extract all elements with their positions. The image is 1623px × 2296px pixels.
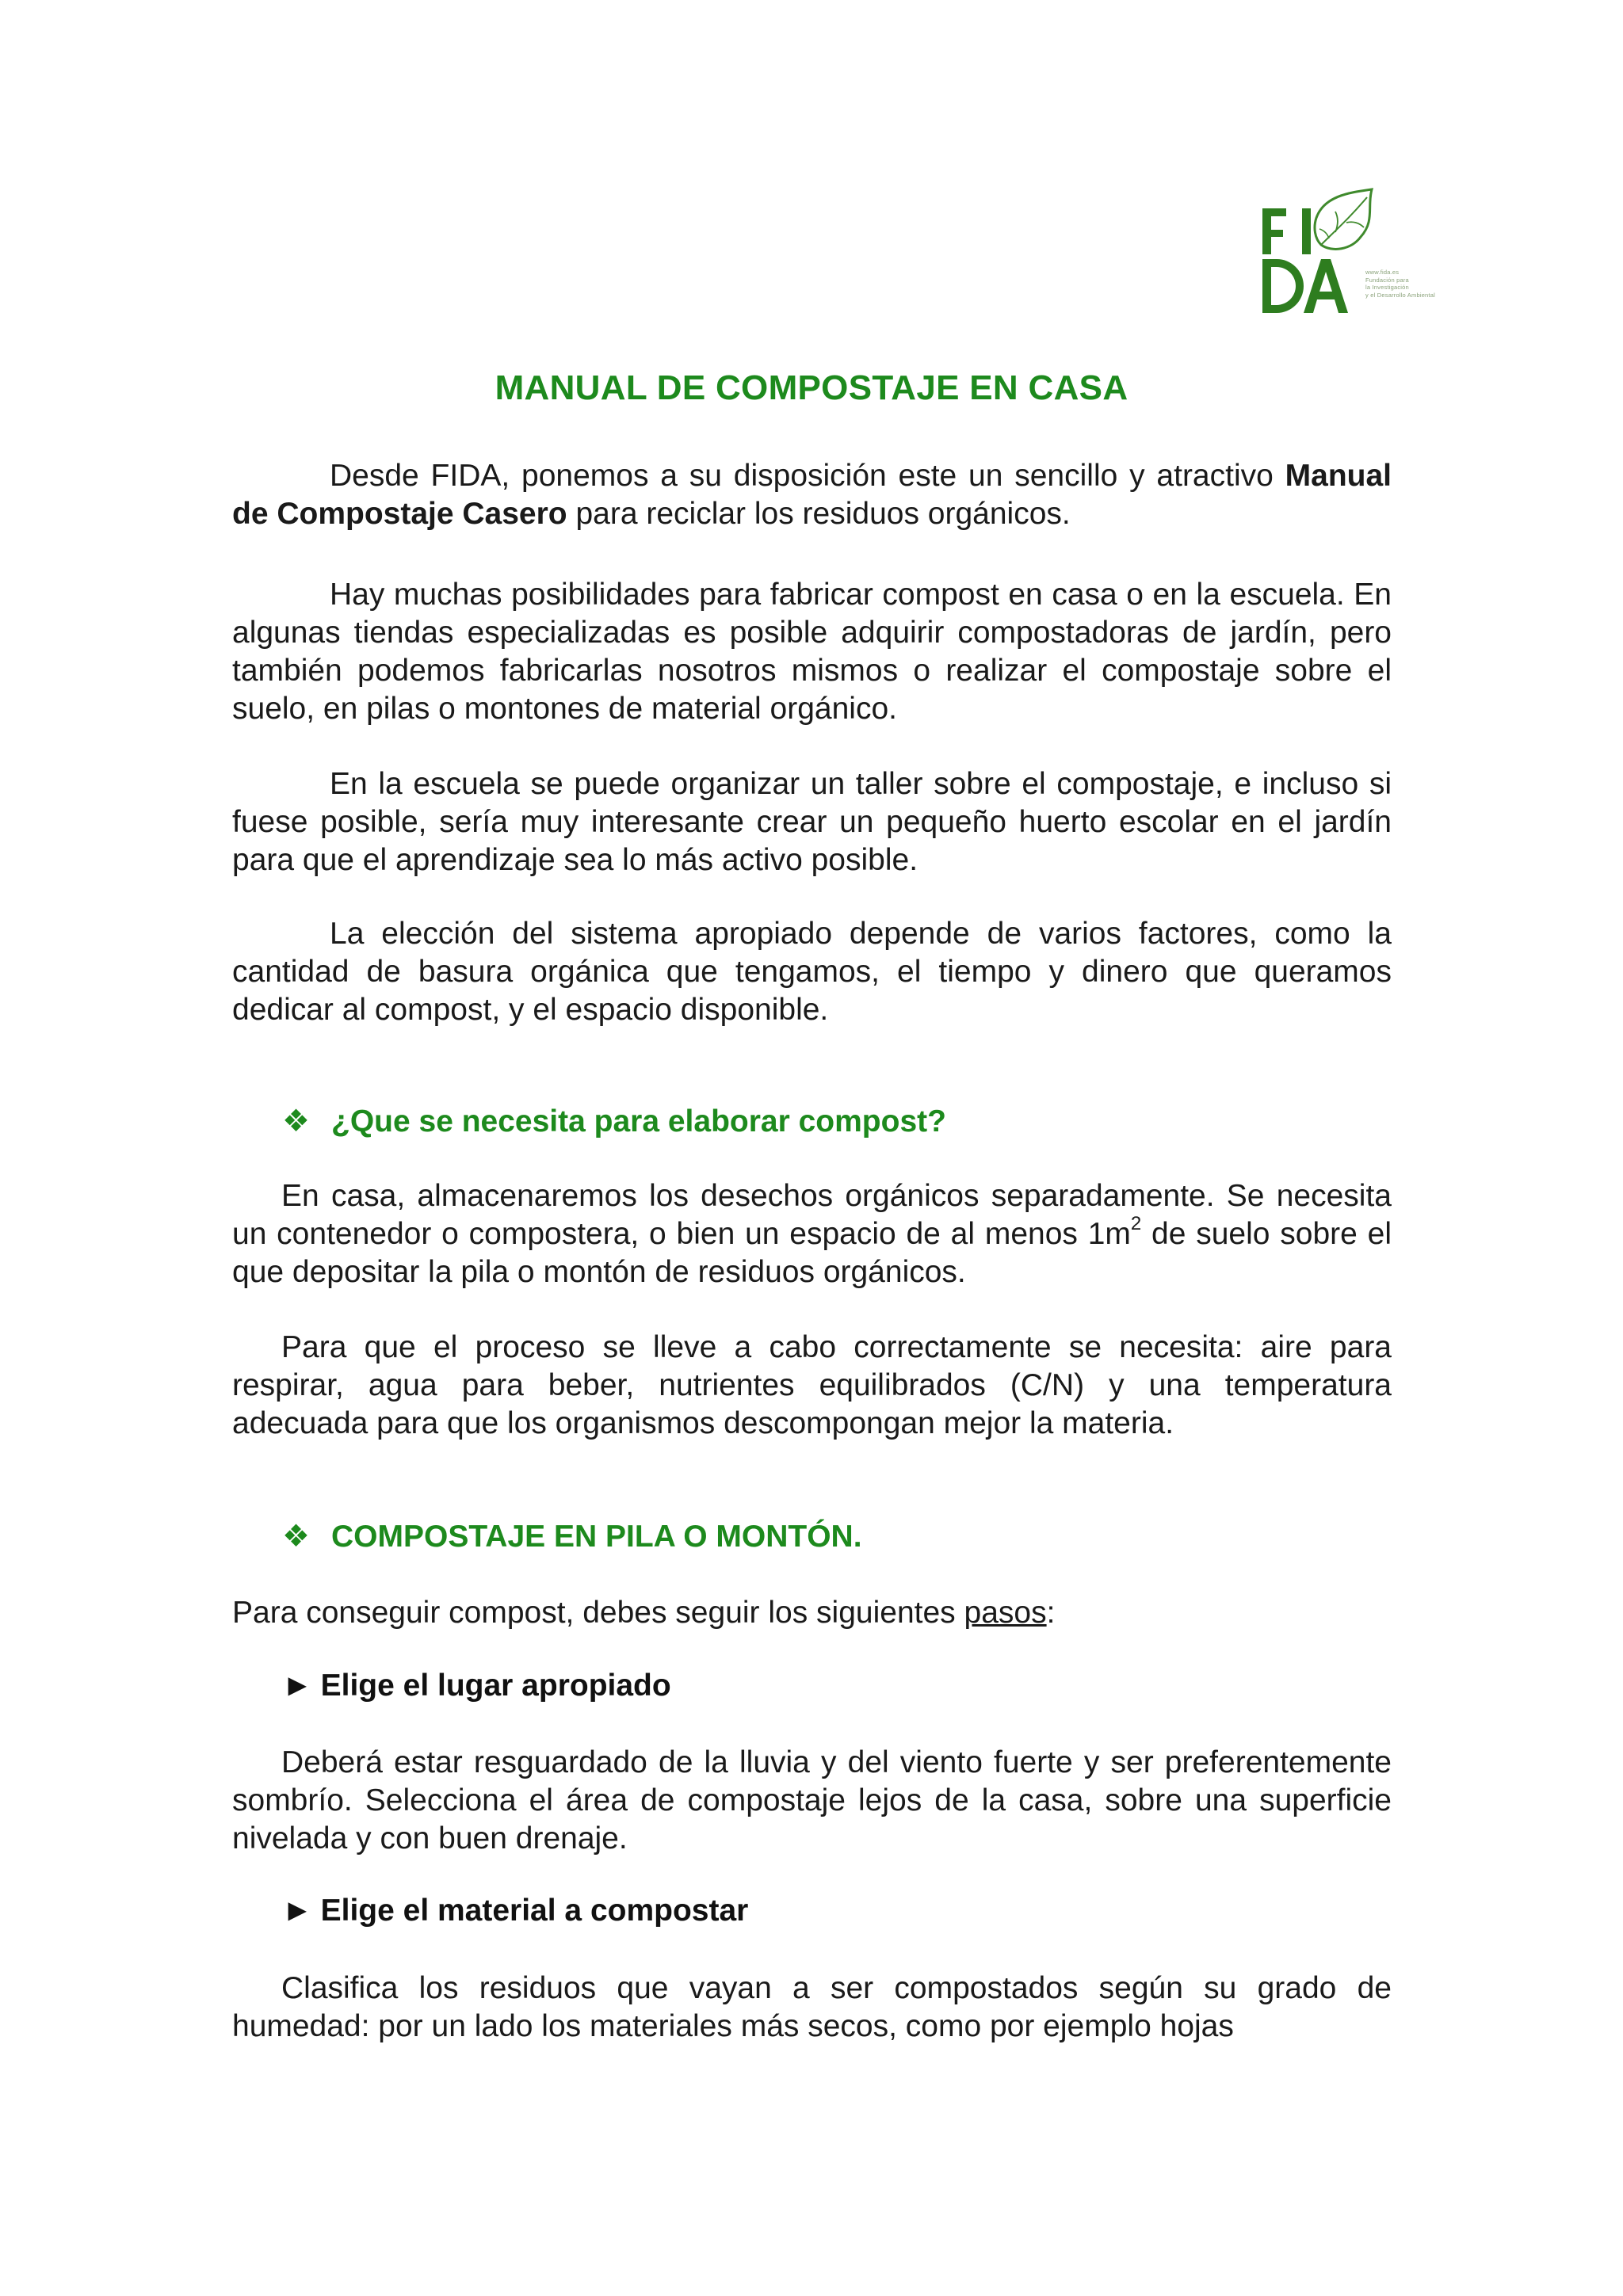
section-heading-text: COMPOSTAJE EN PILA O MONTÓN. <box>331 1520 862 1554</box>
step-title: Elige el lugar apropiado <box>320 1669 671 1703</box>
logo-caption-line: la Investigación <box>1365 284 1409 291</box>
step-title: Elige el material a compostar <box>320 1894 749 1928</box>
section2-lead-text-b: : <box>1046 1596 1056 1630</box>
section1-p1-text-a: En casa, almacenaremos los desechos orgánicos separadamente. Se necesita un contenedor o compostera, o bien un espacio de al menos 1m <box>232 1179 1392 1251</box>
intro-paragraph-2: Hay muchas posibilidades para fabricar compost en casa o en la escuela. En algunas tiendas especializadas es posible adquirir compostadoras de jardín, pero también podemos fabricarlas nosotros mismos o realizar el compostaje sobre el suelo, en pilas o montones de material orgánico. <box>232 578 1392 726</box>
intro-p1-text-a: Desde FIDA, ponemos a su disposición este un sencillo y atractivo <box>330 459 1285 493</box>
section2-lead-text-a: Para conseguir compost, debes seguir los siguientes <box>232 1596 964 1630</box>
intro-p1-bold: Manual de Compostaje Casero <box>232 459 1392 531</box>
diamond-bullet-icon: ❖ <box>282 1104 310 1138</box>
superscript: 2 <box>1130 1213 1142 1234</box>
logo-caption <box>1365 269 1453 299</box>
section2-lead <box>232 1594 1392 1632</box>
intro-p1-text-b: para reciclar los residuos orgánicos. <box>567 497 1071 531</box>
section2-lead-underlined: pasos <box>964 1596 1047 1630</box>
section1-paragraph-1 <box>232 1177 1392 1291</box>
fida-logo-mark <box>1256 186 1383 313</box>
section-heading-text: ¿Que se necesita para elaborar compost? <box>331 1104 946 1138</box>
arrow-right-icon: ► <box>282 1669 313 1703</box>
section-heading-pile <box>282 1519 862 1554</box>
step-heading-2 <box>282 1894 748 1928</box>
step-1-text: Deberá estar resguardado de la lluvia y del viento fuerte y ser preferentemente sombrío. Selecciona el área de compostaje lejos de la casa, sobre una superficie nivelada y con buen drenaje. <box>232 1745 1392 1855</box>
arrow-right-icon: ► <box>282 1894 313 1928</box>
diamond-bullet-icon: ❖ <box>282 1520 310 1554</box>
section1-p1-text-b: de suelo sobre el que depositar la pila o montón de residuos orgánicos. <box>232 1217 1392 1289</box>
logo-caption-line: www.fida.es <box>1365 269 1400 276</box>
step-heading-1 <box>282 1669 671 1703</box>
logo-caption-line: y el Desarrollo Ambiental <box>1365 291 1435 299</box>
intro-paragraph-4: La elección del sistema apropiado depende de varios factores, como la cantidad de basura orgánica que tengamos, el tiempo y dinero que queramos dedicar al compost, y el espacio disponible. <box>232 917 1392 1027</box>
page-title: MANUAL DE COMPOSTAJE EN CASA <box>495 368 1128 407</box>
logo-caption-line: Fundación para <box>1365 276 1409 284</box>
intro-paragraph-3: En la escuela se puede organizar un taller sobre el compostaje, e incluso si fuese posible, sería muy interesante crear un pequeño huerto escolar en el jardín para que el aprendizaje sea lo más activo posible. <box>232 767 1392 877</box>
step-2-text: Clasifica los residuos que vayan a ser compostados según su grado de humedad: por un lado los materiales más secos, como por ejemplo hojas <box>232 1971 1392 2043</box>
section-heading-needs <box>282 1104 946 1139</box>
fida-logo <box>1256 186 1438 313</box>
intro-paragraph-1 <box>232 457 1392 533</box>
section1-paragraph-2: Para que el proceso se lleve a cabo correctamente se necesita: aire para respirar, agua para beber, nutrientes equilibrados (C/N) y una temperatura adecuada para que los organismos descompongan mejor la materia. <box>232 1330 1392 1440</box>
